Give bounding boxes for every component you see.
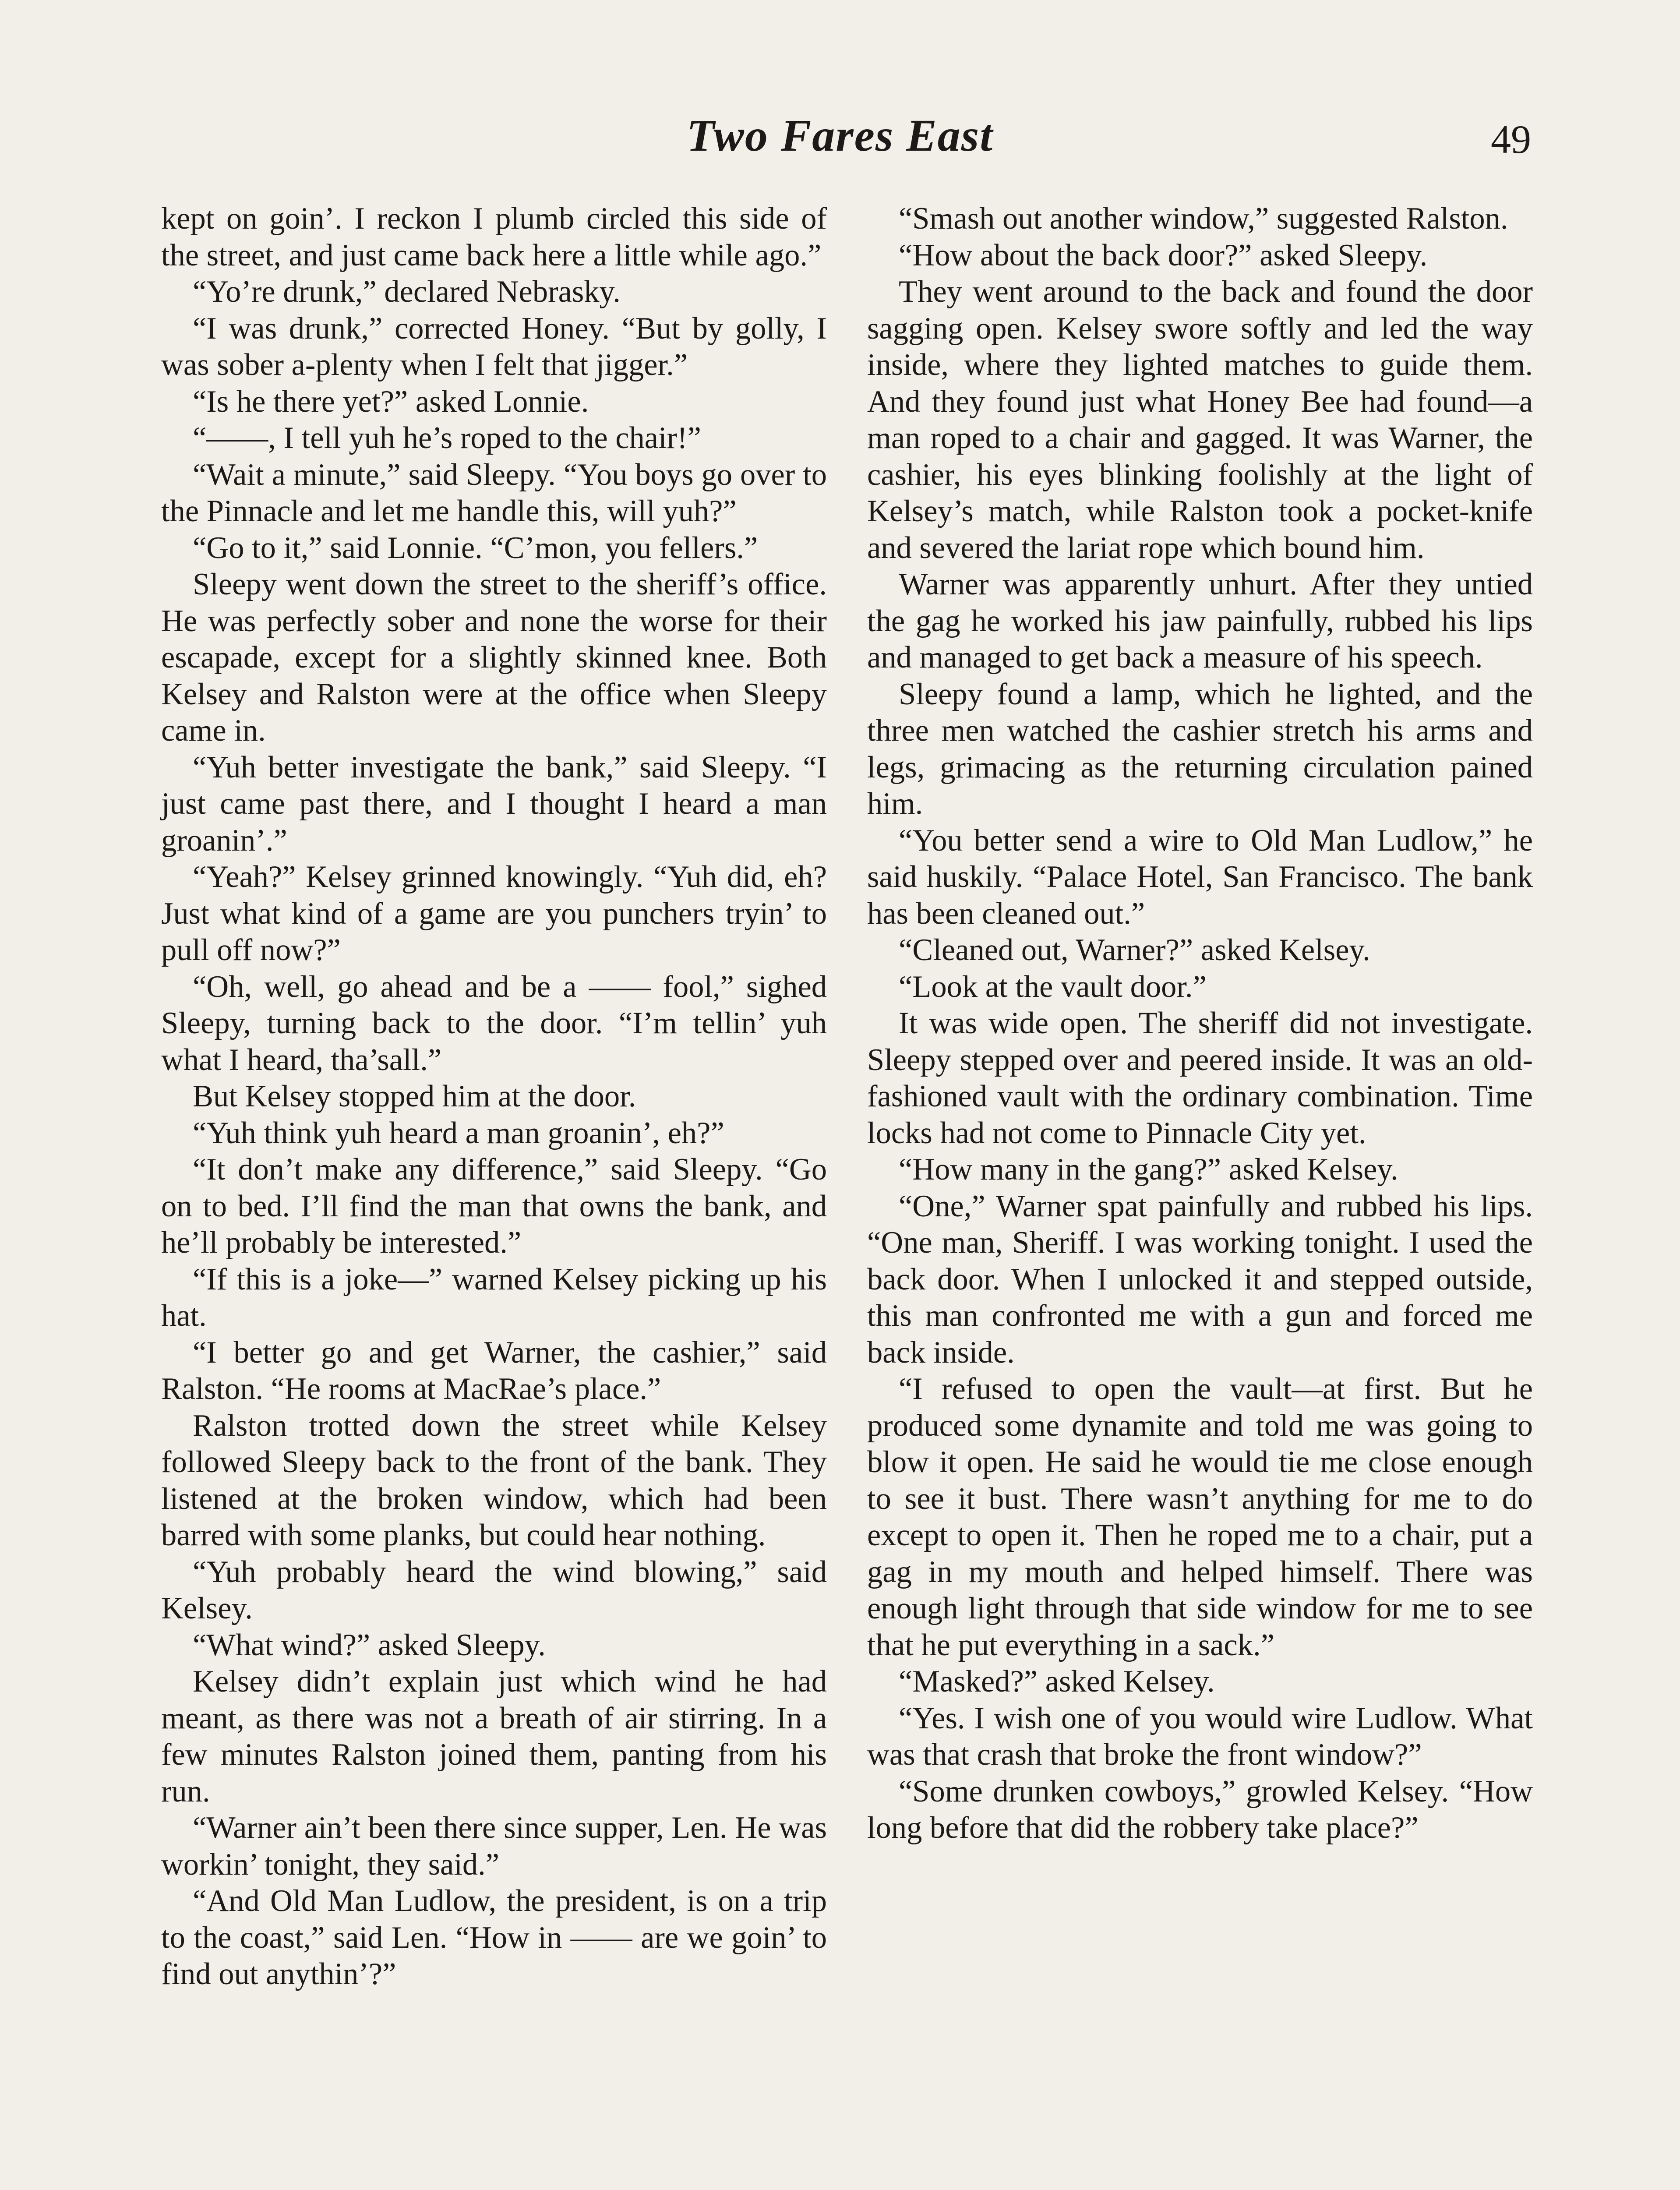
paragraph: “Yeah?” Kelsey grinned knowingly. “Yuh did, eh? Just what kind of a game are you punchers tryin’ to pull off now?” [161,860,827,967]
paragraph: “Masked?” asked Kelsey. [899,1664,1215,1699]
paragraph: “Yuh think yuh heard a man groanin’, eh?” [193,1116,724,1150]
paragraph: “And Old Man Ludlow, the president, is on a trip to the coast,” said Len. “How in —— are we goin’ to find out anythin’?” [161,1884,827,1991]
paragraph: Warner was apparently unhurt. After they untied the gag he worked his jaw painfully, rubbed his lips and managed to get back a measure of his speech. [867,567,1533,675]
paragraph: “I better go and get Warner, the cashier,” said Ralston. “He rooms at MacRae’s place.” [161,1335,827,1406]
paragraph: “One,” Warner spat painfully and rubbed his lips. “One man, Sheriff. I was working tonight. I used the back door. When I unlocked it and stepped outside, this man confronted me with a gun and forced me back inside. [867,1189,1533,1370]
paragraph: “Is he there yet?” asked Lonnie. [193,384,589,419]
paragraph: “Some drunken cowboys,” growled Kelsey. “How long before that did the robbery take place?” [867,1774,1533,1845]
paragraph: “I was drunk,” corrected Honey. “But by golly, I was sober a-plenty when I felt that jigger.” [161,311,827,382]
paragraph: “Yuh better investigate the bank,” said Sleepy. “I just came past there, and I thought I heard a man groanin’.” [161,750,827,858]
paragraph: Sleepy found a lamp, which he lighted, and the three men watched the cashier stretch his arms and legs, grimacing as the returning circulation pained him. [867,677,1533,821]
paragraph: “I refused to open the vault—at first. But he produced some dynamite and told me was going to blow it open. He said he would tie me close enough to see it bust. There wasn’t anything for me to do except to open it. Then he roped me to a chair, put a gag in my mouth and helped himself. There was enough light through that side window for me to see that he put everything in a sack.” [867,1372,1533,1662]
paragraph: Sleepy went down the street to the sheriff’s office. He was perfectly sober and none the worse for their escapade, except for a slightly skinned knee. Both Kelsey and Ralston were at the office when Sleepy came in. [161,567,827,748]
paragraph: “What wind?” asked Sleepy. [193,1628,546,1662]
paragraph: “If this is a joke—” warned Kelsey picking up his hat. [161,1262,827,1333]
paragraph: “How many in the gang?” asked Kelsey. [899,1152,1398,1187]
left-column [161,201,827,1993]
paragraph: “Yes. I wish one of you would wire Ludlow. What was that crash that broke the front window?” [867,1701,1533,1772]
running-title: Two Fares East [686,110,994,161]
paragraph: “It don’t make any difference,” said Sleepy. “Go on to bed. I’ll find the man that owns the bank, and he’ll probably be interested.” [161,1152,827,1260]
paragraph: It was wide open. The sheriff did not investigate. Sleepy stepped over and peered inside. It was an old-fashioned vault with the ordinary combination. Time locks had not come to Pinnacle City yet. [867,1006,1533,1150]
paragraph: “Oh, well, go ahead and be a —— fool,” sighed Sleepy, turning back to the door. “I’m tellin’ yuh what I heard, tha’sall.” [161,969,827,1077]
paragraph: kept on goin’. I reckon I plumb circled this side of the street, and just came back here a little while ago.” [161,201,827,272]
paragraph: “Wait a minute,” said Sleepy. “You boys go over to the Pinnacle and let me handle this, will yuh?” [161,457,827,528]
paragraph: “Look at the vault door.” [899,969,1207,1004]
paragraph: “You better send a wire to Old Man Ludlow,” he said huskily. “Palace Hotel, San Francisco. The bank has been cleaned out.” [867,823,1533,931]
paragraph: But Kelsey stopped him at the door. [193,1079,636,1113]
paragraph: “How about the back door?” asked Sleepy. [899,238,1428,272]
page-header [0,105,1680,175]
paragraph: They went around to the back and found the door sagging open. Kelsey swore softly and led the way inside, where they lighted matches to guide them. And they found just what Honey Bee had found—a man roped to a chair and gagged. It was Warner, the cashier, his eyes blinking foolishly at the light of Kelsey’s match, while Ralston took a pocket-knife and severed the lariat rope which bound him. [867,275,1533,565]
page-number: 49 [1491,117,1531,162]
paragraph: “Yo’re drunk,” declared Nebrasky. [193,275,621,309]
paragraph: “Cleaned out, Warner?” asked Kelsey. [899,933,1370,967]
paragraph: “——, I tell yuh he’s roped to the chair!” [193,421,701,455]
paragraph: “Yuh probably heard the wind blowing,” said Kelsey. [161,1554,827,1625]
paragraph: “Smash out another window,” suggested Ralston. [899,201,1508,236]
paragraph: “Go to it,” said Lonnie. “C’mon, you fellers.” [193,530,758,565]
paragraph: “Warner ain’t been there since supper, Len. He was workin’ tonight, they said.” [161,1811,827,1882]
paragraph: Kelsey didn’t explain just which wind he had meant, as there was not a breath of air stirring. In a few minutes Ralston joined them, panting from his run. [161,1664,827,1809]
paragraph: Ralston trotted down the street while Kelsey followed Sleepy back to the front of the bank. They listened at the broken window, which had been barred with some planks, but could hear nothing. [161,1408,827,1552]
right-column [867,201,1533,1847]
